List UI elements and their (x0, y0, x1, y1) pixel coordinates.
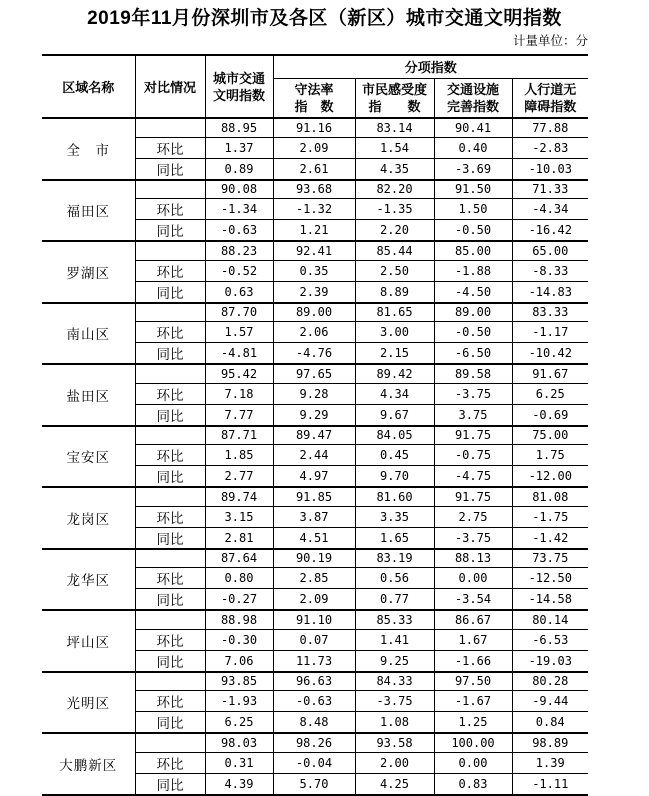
value-cell: -16.42 (512, 220, 588, 242)
table-row (42, 610, 588, 629)
value-cell: -3.54 (434, 589, 512, 611)
value-cell: -1.32 (273, 199, 355, 220)
value-cell: 7.77 (205, 404, 273, 426)
region-cell: 罗湖区 (42, 241, 135, 303)
value-cell: 0.56 (355, 568, 434, 589)
value-cell: -1.11 (512, 773, 588, 795)
value-cell: 2.39 (273, 281, 355, 303)
value-cell: 2.09 (273, 137, 355, 158)
region-cell: 龙岗区 (42, 487, 135, 549)
value-cell: -19.03 (512, 650, 588, 672)
comparison-cell (135, 549, 205, 568)
comparison-cell: 同比 (135, 712, 205, 734)
value-cell: 91.85 (273, 487, 355, 506)
value-cell: 2.75 (434, 506, 512, 527)
value-cell: -4.50 (434, 281, 512, 303)
value-cell: 65.00 (512, 241, 588, 260)
comparison-cell: 同比 (135, 773, 205, 795)
value-cell: 83.33 (512, 303, 588, 322)
value-cell: 1.85 (205, 445, 273, 466)
value-cell: -0.04 (273, 752, 355, 773)
region-cell: 宝安区 (42, 426, 135, 488)
region-cell: 盐田区 (42, 364, 135, 426)
value-cell: 84.33 (355, 672, 434, 691)
value-cell: 87.71 (205, 426, 273, 445)
value-cell: 71.33 (512, 180, 588, 199)
table-header (42, 55, 588, 118)
value-cell: 4.51 (273, 527, 355, 549)
value-cell: -14.83 (512, 281, 588, 303)
value-cell: 88.23 (205, 241, 273, 260)
comparison-cell: 环比 (135, 568, 205, 589)
value-cell: -0.50 (434, 322, 512, 343)
region-cell: 大鹏新区 (42, 733, 135, 795)
comparison-cell: 环比 (135, 260, 205, 281)
comparison-cell: 环比 (135, 691, 205, 712)
value-cell: -2.83 (512, 137, 588, 158)
value-cell: 88.95 (205, 118, 273, 137)
comparison-cell (135, 241, 205, 260)
region-cell: 福田区 (42, 180, 135, 242)
value-cell: 88.98 (205, 610, 273, 629)
value-cell: 4.34 (355, 383, 434, 404)
table-row (42, 487, 588, 506)
comparison-cell (135, 733, 205, 752)
comparison-cell: 同比 (135, 650, 205, 672)
value-cell: 2.50 (355, 260, 434, 281)
value-cell: 93.85 (205, 672, 273, 691)
value-cell: -1.88 (434, 260, 512, 281)
value-cell: -3.69 (434, 158, 512, 180)
value-cell: 77.88 (512, 118, 588, 137)
value-cell: 8.89 (355, 281, 434, 303)
value-cell: 0.00 (434, 568, 512, 589)
comparison-cell (135, 672, 205, 691)
value-cell: 0.84 (512, 712, 588, 734)
page-title: 2019年11月份深圳市及各区（新区）城市交通文明指数 (87, 8, 562, 29)
value-cell: 90.08 (205, 180, 273, 199)
value-cell: 91.67 (512, 364, 588, 383)
col-header-subindex-group: 分项指数 (273, 55, 588, 78)
value-cell: -3.75 (434, 383, 512, 404)
value-cell: 7.06 (205, 650, 273, 672)
value-cell: 1.25 (434, 712, 512, 734)
value-cell: 88.13 (434, 549, 512, 568)
value-cell: 73.75 (512, 549, 588, 568)
value-cell: -1.42 (512, 527, 588, 549)
value-cell: 0.45 (355, 445, 434, 466)
comparison-cell: 环比 (135, 322, 205, 343)
value-cell: -1.93 (205, 691, 273, 712)
value-cell: 89.74 (205, 487, 273, 506)
value-cell: -0.27 (205, 589, 273, 611)
value-cell: 9.28 (273, 383, 355, 404)
col-header-citizen-perception-line1: 市民感受度 (361, 81, 427, 97)
value-cell: 89.00 (273, 303, 355, 322)
value-cell: 4.35 (355, 158, 434, 180)
value-cell: 2.09 (273, 589, 355, 611)
value-cell: 93.68 (273, 180, 355, 199)
table-row (42, 364, 588, 383)
value-cell: 9.67 (355, 404, 434, 426)
value-cell: 0.80 (205, 568, 273, 589)
comparison-cell: 环比 (135, 629, 205, 650)
value-cell: 83.14 (355, 118, 434, 137)
value-cell: 0.63 (205, 281, 273, 303)
value-cell: 2.20 (355, 220, 434, 242)
region-cell: 南山区 (42, 303, 135, 365)
value-cell: -3.75 (434, 527, 512, 549)
comparison-cell (135, 180, 205, 199)
value-cell: -4.81 (205, 343, 273, 365)
value-cell: 1.21 (273, 220, 355, 242)
value-cell: 98.89 (512, 733, 588, 752)
comparison-cell: 同比 (135, 466, 205, 488)
comparison-cell: 环比 (135, 752, 205, 773)
region-cell: 坪山区 (42, 610, 135, 672)
value-cell: -1.17 (512, 322, 588, 343)
value-cell: 85.00 (434, 241, 512, 260)
value-cell: 2.06 (273, 322, 355, 343)
value-cell: 87.70 (205, 303, 273, 322)
value-cell: 93.58 (355, 733, 434, 752)
col-header-law-compliance-line1: 守法率 (294, 81, 334, 97)
region-cell: 龙华区 (42, 549, 135, 611)
value-cell: 3.87 (273, 506, 355, 527)
value-cell: 90.41 (434, 118, 512, 137)
value-cell: -1.75 (512, 506, 588, 527)
col-header-law-compliance (273, 78, 355, 118)
value-cell: 0.77 (355, 589, 434, 611)
col-header-traffic-facility-line1: 交通设施 (446, 81, 499, 97)
comparison-cell: 环比 (135, 383, 205, 404)
value-cell: 9.70 (355, 466, 434, 488)
value-cell: -14.58 (512, 589, 588, 611)
value-cell: 4.97 (273, 466, 355, 488)
value-cell: 2.15 (355, 343, 434, 365)
value-cell: -1.34 (205, 199, 273, 220)
comparison-cell (135, 487, 205, 506)
value-cell: -4.34 (512, 199, 588, 220)
value-cell: 97.65 (273, 364, 355, 383)
value-cell: 85.44 (355, 241, 434, 260)
value-cell: 98.26 (273, 733, 355, 752)
comparison-cell (135, 364, 205, 383)
value-cell: 84.05 (355, 426, 434, 445)
col-header-city-index-line1: 城市交通 (212, 70, 265, 86)
value-cell: 80.14 (512, 610, 588, 629)
value-cell: 1.65 (355, 527, 434, 549)
value-cell: 0.83 (434, 773, 512, 795)
value-cell: -0.50 (434, 220, 512, 242)
comparison-cell: 同比 (135, 220, 205, 242)
value-cell: 0.35 (273, 260, 355, 281)
value-cell: 0.07 (273, 629, 355, 650)
value-cell: 4.39 (205, 773, 273, 795)
value-cell: 2.44 (273, 445, 355, 466)
value-cell: -1.35 (355, 199, 434, 220)
unit-note: 计量单位：分 (512, 34, 588, 48)
value-cell: 9.25 (355, 650, 434, 672)
table-row (42, 733, 588, 752)
value-cell: -3.75 (355, 691, 434, 712)
value-cell: 89.58 (434, 364, 512, 383)
comparison-cell: 同比 (135, 404, 205, 426)
value-cell: 91.16 (273, 118, 355, 137)
value-cell: -6.50 (434, 343, 512, 365)
col-header-sidewalk-accessibility-line1: 人行道无 (524, 81, 577, 97)
comparison-cell (135, 426, 205, 445)
value-cell: 3.75 (434, 404, 512, 426)
col-header-sidewalk-accessibility (512, 78, 588, 118)
col-header-traffic-facility-line2: 完善指数 (446, 98, 499, 114)
value-cell: -0.30 (205, 629, 273, 650)
value-cell: -0.63 (273, 691, 355, 712)
table-row (42, 241, 588, 260)
traffic-index-table (42, 54, 588, 796)
value-cell: 91.10 (273, 610, 355, 629)
comparison-cell: 同比 (135, 343, 205, 365)
value-cell: 1.39 (512, 752, 588, 773)
value-cell: -6.53 (512, 629, 588, 650)
table-body (42, 118, 588, 795)
value-cell: 100.00 (434, 733, 512, 752)
value-cell: 92.41 (273, 241, 355, 260)
value-cell: 2.77 (205, 466, 273, 488)
value-cell: 82.20 (355, 180, 434, 199)
value-cell: 81.65 (355, 303, 434, 322)
value-cell: 1.67 (434, 629, 512, 650)
region-cell: 光明区 (42, 672, 135, 734)
comparison-cell: 环比 (135, 445, 205, 466)
comparison-cell (135, 118, 205, 137)
table-row (42, 303, 588, 322)
col-header-region: 区域名称 (42, 55, 135, 118)
value-cell: 83.19 (355, 549, 434, 568)
value-cell: -4.75 (434, 466, 512, 488)
col-header-citizen-perception (355, 78, 434, 118)
value-cell: 96.63 (273, 672, 355, 691)
value-cell: 0.89 (205, 158, 273, 180)
col-header-sidewalk-accessibility-line2: 障碍指数 (524, 98, 577, 114)
value-cell: 86.67 (434, 610, 512, 629)
value-cell: -4.76 (273, 343, 355, 365)
value-cell: 0.00 (434, 752, 512, 773)
comparison-cell (135, 610, 205, 629)
value-cell: 98.03 (205, 733, 273, 752)
value-cell: 81.08 (512, 487, 588, 506)
value-cell: -1.67 (434, 691, 512, 712)
value-cell: 97.50 (434, 672, 512, 691)
value-cell: 5.70 (273, 773, 355, 795)
value-cell: 80.28 (512, 672, 588, 691)
value-cell: 89.00 (434, 303, 512, 322)
table-row (42, 426, 588, 445)
value-cell: 91.75 (434, 426, 512, 445)
value-cell: 89.42 (355, 364, 434, 383)
value-cell: 87.64 (205, 549, 273, 568)
value-cell: 1.37 (205, 137, 273, 158)
value-cell: 6.25 (205, 712, 273, 734)
value-cell: -1.66 (434, 650, 512, 672)
value-cell: -9.44 (512, 691, 588, 712)
value-cell: 95.42 (205, 364, 273, 383)
table-row (42, 672, 588, 691)
value-cell: -10.42 (512, 343, 588, 365)
value-cell: 8.48 (273, 712, 355, 734)
value-cell: 91.75 (434, 487, 512, 506)
value-cell: 1.50 (434, 199, 512, 220)
value-cell: 3.00 (355, 322, 434, 343)
table-row (42, 549, 588, 568)
comparison-cell (135, 303, 205, 322)
col-header-citizen-perception-line2: 指 数 (368, 98, 421, 114)
value-cell: 81.60 (355, 487, 434, 506)
value-cell: 1.54 (355, 137, 434, 158)
value-cell: 1.41 (355, 629, 434, 650)
comparison-cell: 同比 (135, 158, 205, 180)
value-cell: 91.50 (434, 180, 512, 199)
value-cell: 0.31 (205, 752, 273, 773)
comparison-cell: 环比 (135, 506, 205, 527)
col-header-city-index-line2: 文明指数 (212, 87, 265, 103)
value-cell: 2.61 (273, 158, 355, 180)
value-cell: 89.47 (273, 426, 355, 445)
value-cell: 2.85 (273, 568, 355, 589)
value-cell: 1.57 (205, 322, 273, 343)
value-cell: 2.00 (355, 752, 434, 773)
comparison-cell: 同比 (135, 589, 205, 611)
table-row (42, 118, 588, 137)
value-cell: -0.69 (512, 404, 588, 426)
value-cell: -0.52 (205, 260, 273, 281)
value-cell: -0.75 (434, 445, 512, 466)
comparison-cell: 环比 (135, 137, 205, 158)
value-cell: -0.63 (205, 220, 273, 242)
value-cell: 1.75 (512, 445, 588, 466)
value-cell: 2.81 (205, 527, 273, 549)
table-row (42, 180, 588, 199)
value-cell: 0.40 (434, 137, 512, 158)
value-cell: -12.50 (512, 568, 588, 589)
comparison-cell: 同比 (135, 281, 205, 303)
value-cell: 1.08 (355, 712, 434, 734)
col-header-city-index (205, 55, 273, 118)
region-cell: 全 市 (42, 118, 135, 180)
value-cell: 4.25 (355, 773, 434, 795)
value-cell: 7.18 (205, 383, 273, 404)
value-cell: 75.00 (512, 426, 588, 445)
value-cell: 11.73 (273, 650, 355, 672)
value-cell: 90.19 (273, 549, 355, 568)
value-cell: -8.33 (512, 260, 588, 281)
col-header-comparison: 对比情况 (135, 55, 205, 118)
value-cell: 3.15 (205, 506, 273, 527)
comparison-cell: 同比 (135, 527, 205, 549)
value-cell: 85.33 (355, 610, 434, 629)
comparison-cell: 环比 (135, 199, 205, 220)
value-cell: 9.29 (273, 404, 355, 426)
value-cell: -12.00 (512, 466, 588, 488)
col-header-law-compliance-line2: 指 数 (294, 98, 334, 114)
value-cell: -10.03 (512, 158, 588, 180)
col-header-traffic-facility (434, 78, 512, 118)
value-cell: 3.35 (355, 506, 434, 527)
value-cell: 6.25 (512, 383, 588, 404)
